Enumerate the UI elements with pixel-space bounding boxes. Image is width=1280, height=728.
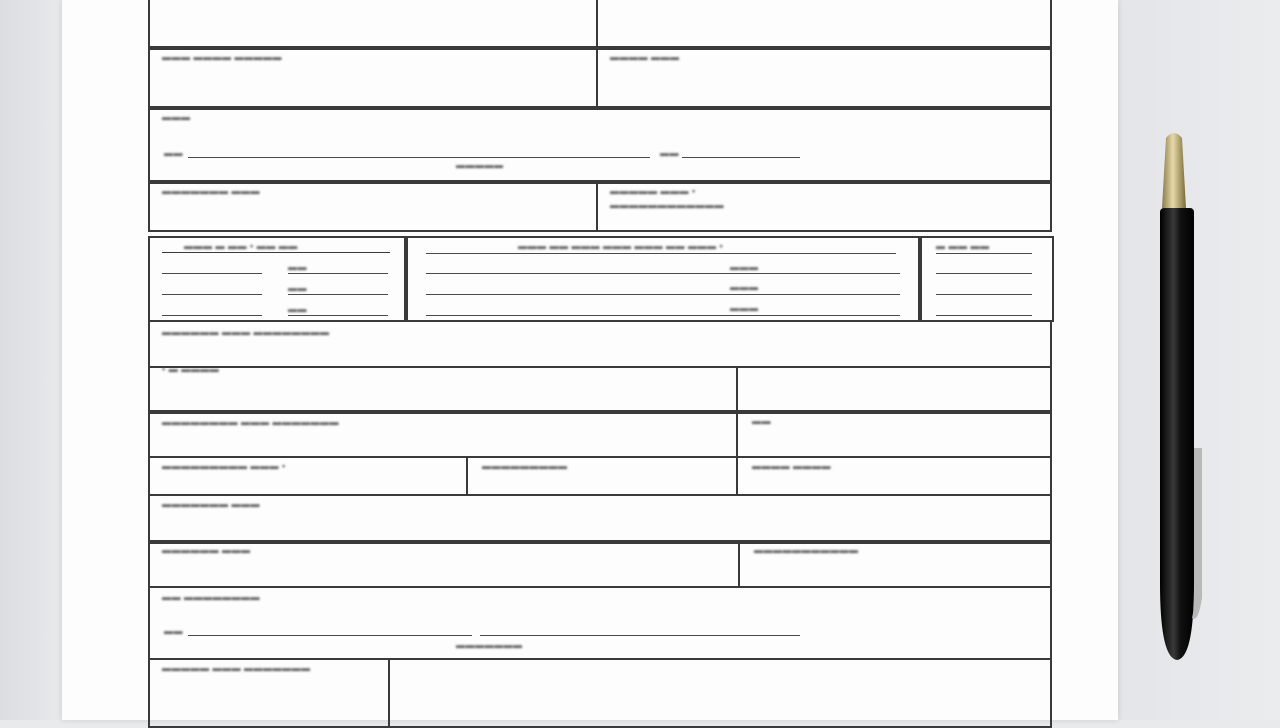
field-label: ▬▬▬ ▬▬▬▬ ▬▬▬▬▬	[162, 52, 283, 62]
table-cell: ▬▬	[288, 304, 307, 314]
field-underline	[188, 635, 472, 636]
table-line	[288, 294, 388, 295]
table-line	[936, 273, 1032, 274]
table-line	[426, 253, 896, 254]
form-divider	[388, 658, 390, 728]
table-cell: ▬▬▬	[730, 282, 759, 292]
field-label: ▬▬▬▬▬▬▬▬ ▬▬▬ ▬▬▬▬▬▬▬	[162, 417, 340, 427]
field-sublabel: ▬▬▬▬▬▬▬	[456, 640, 523, 650]
table-header-rule	[162, 252, 390, 253]
form-divider	[596, 180, 598, 232]
table-line	[162, 294, 262, 295]
field-label: ▬▬▬▬▬▬▬▬▬ ▬▬▬ ▪	[162, 461, 286, 471]
form-divider	[736, 366, 738, 414]
form-row-6	[148, 366, 1052, 414]
field-label: ▪ ▬ ▬▬▬▬	[162, 364, 220, 374]
field-sublabel: ▬▬▬▬▬	[456, 160, 504, 170]
field-label: ▬▬ ▬▬▬▬▬▬▬▬	[162, 592, 261, 602]
field-label: ▬▬▬▬ ▬▬▬▬	[752, 461, 832, 471]
form-row-10	[148, 540, 1052, 588]
table-header: ▬▬▬ ▬ ▬▬ ▪ ▬▬ ▬▬	[184, 241, 298, 251]
table-cell: ▬▬▬	[730, 303, 759, 313]
table-cell: ▬▬	[288, 262, 307, 272]
field-label: ▬▬	[660, 148, 679, 158]
form-divider	[596, 0, 598, 50]
field-label: ▬▬	[164, 148, 183, 158]
pen	[1152, 128, 1202, 663]
field-label: ▬▬▬▬▬▬ ▬▬▬ ▬▬▬▬▬▬▬▬	[162, 327, 330, 337]
pen-barrel	[1160, 208, 1194, 588]
form-divider	[736, 456, 738, 496]
pen-tip	[1160, 583, 1194, 660]
table-line	[936, 294, 1032, 295]
field-label: ▬▬▬▬ ▬▬▬	[610, 52, 680, 62]
field-label: ▬▬	[164, 626, 183, 636]
field-label: ▬▬▬▬▬ ▬▬▬ ▪	[610, 186, 696, 196]
table-line	[288, 273, 388, 274]
field-label: ▬▬▬▬▬▬▬ ▬▬▬	[162, 499, 261, 509]
form-divider	[596, 46, 598, 110]
pen-cap	[1162, 133, 1186, 208]
field-underline	[480, 635, 800, 636]
field-underline	[682, 157, 800, 158]
table-line	[426, 294, 900, 295]
form-row-top	[148, 0, 1052, 50]
field-label: ▬▬▬▬▬▬ ▬▬▬	[162, 545, 251, 555]
field-label: ▬▬▬	[162, 112, 191, 122]
table-line	[162, 273, 262, 274]
table-line	[288, 315, 388, 316]
table-header: ▬ ▬▬ ▬▬	[936, 241, 990, 251]
table-line	[426, 273, 900, 274]
field-underline	[188, 157, 650, 158]
form-row-11	[148, 586, 1052, 660]
form-paper	[62, 0, 1118, 720]
table-line	[936, 315, 1032, 316]
field-label: ▬▬▬▬▬▬▬▬▬▬▬	[754, 545, 859, 555]
form-divider	[736, 410, 738, 458]
field-label: ▬▬▬▬▬▬▬▬▬▬▬▬	[610, 200, 724, 210]
table-line	[426, 315, 900, 316]
form-row-2	[148, 46, 1052, 110]
table-header: ▬▬▬ ▬▬ ▬▬▬ ▬▬▬ ▬▬▬ ▬▬ ▬▬▬ ▪	[518, 241, 724, 251]
table-line	[162, 315, 262, 316]
form-row-3	[148, 106, 1052, 184]
field-label: ▬▬	[752, 416, 771, 426]
form-row-9	[148, 494, 1052, 544]
form-divider	[738, 540, 740, 588]
table-surface-left	[0, 0, 62, 720]
form-row-4	[148, 180, 1052, 232]
field-label: ▬▬▬▬▬▬▬▬▬	[482, 461, 568, 471]
table-line	[936, 253, 1032, 254]
form-divider	[466, 456, 468, 496]
table-cell: ▬▬▬	[730, 262, 759, 272]
table-cell: ▬▬	[288, 283, 307, 293]
field-label: ▬▬▬▬▬ ▬▬▬ ▬▬▬▬▬▬▬	[162, 663, 311, 673]
field-label: ▬▬▬▬▬▬▬ ▬▬▬	[162, 186, 261, 196]
